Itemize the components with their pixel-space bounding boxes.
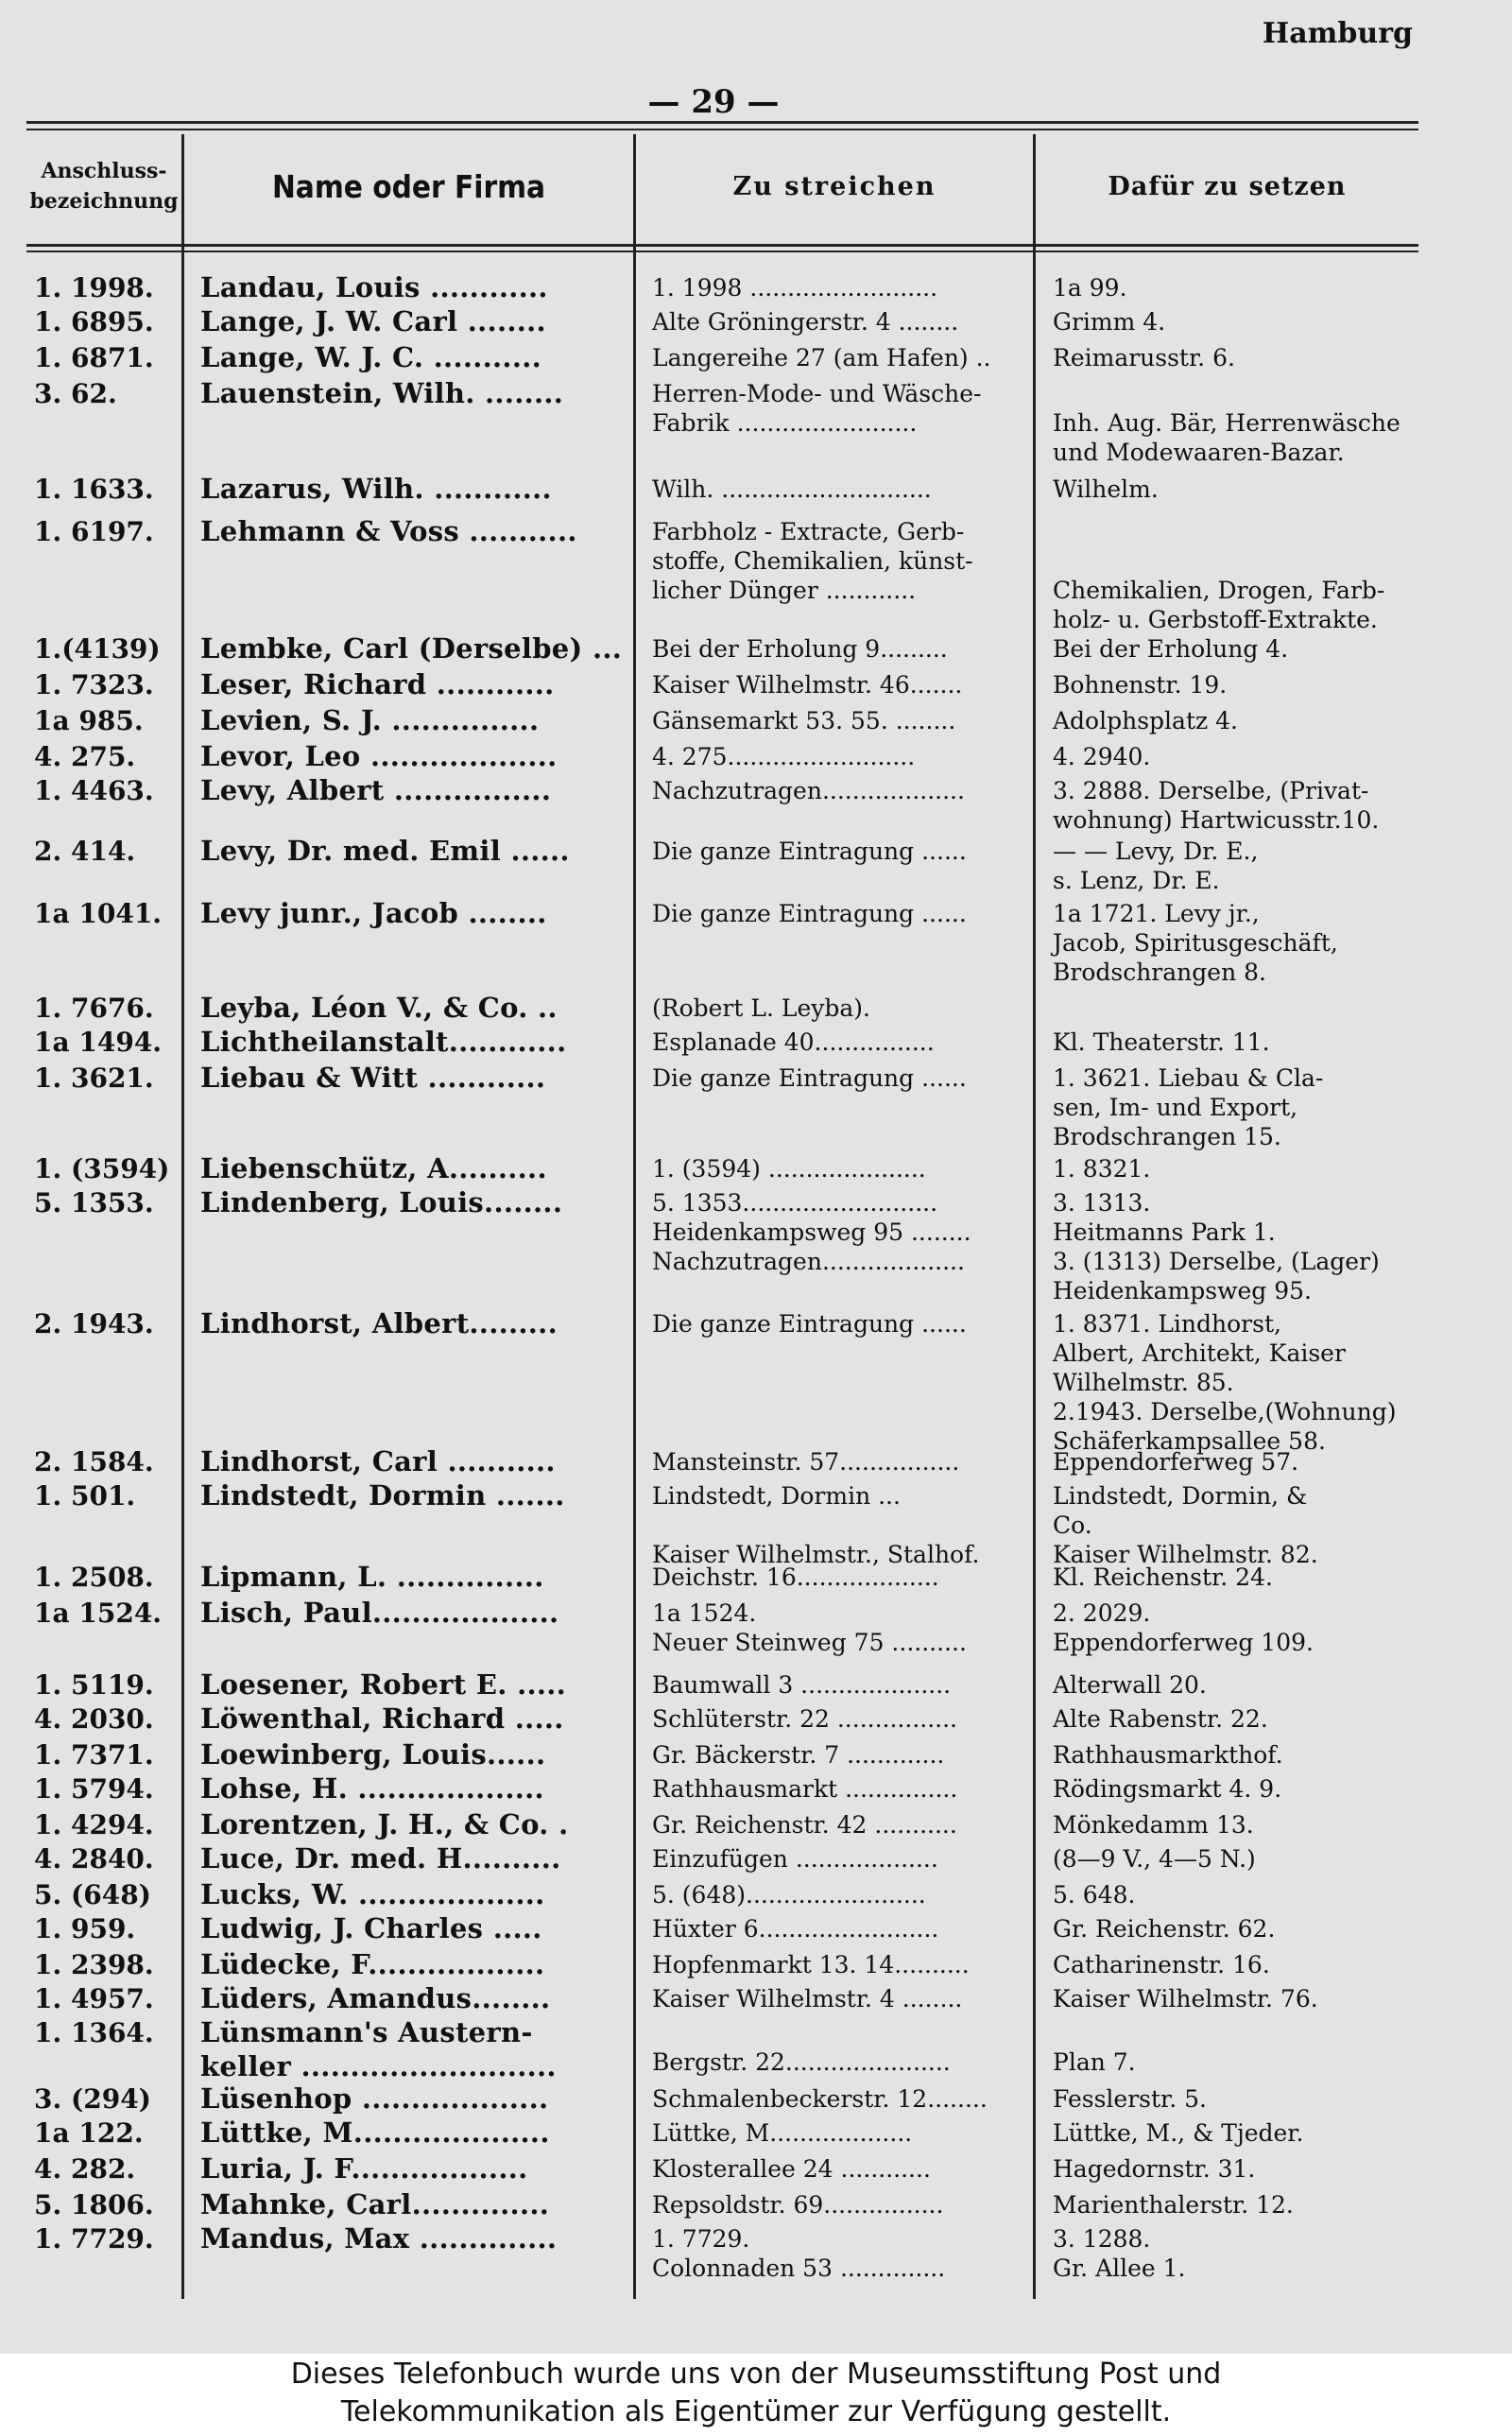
entry-set: Reimarusstr. 6. <box>1053 344 1235 371</box>
entry-code: 5. (648) <box>34 1879 151 1910</box>
entry-set: Wilhelm. <box>1053 475 1159 503</box>
top-rule-double <box>26 129 1418 130</box>
entry-strike: Gr. Bäckerstr. 7 ............. <box>652 1741 945 1769</box>
footer-line-2: Telekommunikation als Eigentümer zur Verfügung gestellt. <box>340 2395 1172 2428</box>
entry-code: 1. 1364. <box>34 2017 154 2048</box>
entry-set: Eppendorferweg 57. <box>1053 1448 1299 1476</box>
entry-strike-line: Lindstedt, Dormin ... <box>652 1482 901 1510</box>
entry-code: 5. 1806. <box>34 2189 154 2220</box>
entry-set-line: — — Levy, Dr. E., <box>1053 838 1259 865</box>
footer-credit <box>0 2356 1512 2431</box>
entry-code: 1. 3621. <box>34 1063 154 1094</box>
entry-set: (8—9 V., 4—5 N.) <box>1053 1845 1256 1873</box>
entry-set: Adolphsplatz 4. <box>1053 707 1238 734</box>
entry-name: Levien, S. J. ............... <box>200 704 540 736</box>
entry-set: Alterwall 20. <box>1053 1671 1207 1699</box>
entry-name: Liebau & Witt ............ <box>200 1062 546 1094</box>
entry-name: Mandus, Max .............. <box>200 2222 558 2255</box>
entry-name: Lüsenhop ................... <box>200 2082 549 2115</box>
entry-set-line: 3. (1313) Derselbe, (Lager) <box>1053 1248 1380 1275</box>
entry-code: 4. 275. <box>34 741 136 772</box>
entry-name: Leyba, Léon V., & Co. .. <box>200 992 558 1024</box>
entry-name: Loewinberg, Louis...... <box>200 1738 546 1771</box>
entry-strike: Schmalenbeckerstr. 12........ <box>652 2085 988 2113</box>
entry-set-line: und Modewaaren-Bazar. <box>1053 439 1345 466</box>
entry-strike: Gänsemarkt 53. 55. ........ <box>652 707 956 734</box>
entry-name: Lipmann, L. ............... <box>200 1561 544 1593</box>
entry-name: Lindhorst, Carl ........... <box>200 1445 556 1477</box>
column-header-set <box>1036 134 1418 238</box>
entry-name: Löwenthal, Richard ..... <box>200 1702 564 1735</box>
entry-strike-line: 1. 7729. <box>652 2225 750 2253</box>
entry-name: Lazarus, Wilh. ............ <box>200 473 552 505</box>
entry-set-line: Co. <box>1053 1512 1092 1539</box>
entry-set-line: Jacob, Spiritusgeschäft, <box>1053 929 1338 957</box>
entry-strike: Mansteinstr. 57................ <box>652 1448 960 1476</box>
column-header-code <box>26 134 181 238</box>
entry-code: 1a 1494. <box>34 1027 163 1058</box>
entry-name: Lindstedt, Dormin ....... <box>200 1479 565 1512</box>
entry-name: Lorentzen, J. H., & Co. . <box>200 1808 569 1840</box>
entry-code: 5. 1353. <box>34 1187 154 1218</box>
entry-name: Lüders, Amandus........ <box>200 1982 551 2014</box>
entry-set-line: Eppendorferweg 109. <box>1053 1629 1314 1656</box>
entry-set-line: Chemikalien, Drogen, Farb- <box>1053 577 1385 604</box>
entry-code: 4. 282. <box>34 2153 136 2185</box>
entry-code: 2. 1943. <box>34 1308 154 1339</box>
entry-set: Kaiser Wilhelmstr. 76. <box>1053 1985 1318 2013</box>
entry-name-line: keller .......................... <box>200 2050 557 2082</box>
entry-code: 1. 5119. <box>34 1669 154 1701</box>
entry-set-line: 3. 2888. Derselbe, (Privat- <box>1053 777 1369 804</box>
entry-set: 1. 8321. <box>1053 1155 1151 1183</box>
entry-strike: Gr. Reichenstr. 42 ........... <box>652 1811 957 1839</box>
entry-name: Luria, J. F.................. <box>200 2152 528 2185</box>
entry-name: Lehmann & Voss ........... <box>200 515 577 547</box>
entry-code: 1. 959. <box>34 1913 136 1944</box>
entry-set: Alte Rabenstr. 22. <box>1053 1705 1268 1733</box>
entry-code: 1. 6895. <box>34 306 154 337</box>
entry-strike: Alte Gröningerstr. 4 ........ <box>652 308 959 336</box>
entry-set: Bohnenstr. 19. <box>1053 671 1228 699</box>
entry-strike: Wilh. ............................ <box>652 475 932 503</box>
entry-set: Grimm 4. <box>1053 308 1166 336</box>
entry-code: 1. 7676. <box>34 993 154 1024</box>
entry-strike: Esplanade 40................ <box>652 1028 935 1056</box>
entry-name: Mahnke, Carl.............. <box>200 2188 550 2220</box>
entry-name: Lindenberg, Louis........ <box>200 1186 563 1218</box>
entry-strike: 1. (3594) ..................... <box>652 1155 926 1183</box>
entry-code: 1. 1998. <box>34 272 154 303</box>
entry-code: 1. 6197. <box>34 516 154 547</box>
entry-set: Fesslerstr. 5. <box>1053 2085 1208 2113</box>
entry-set-line: sen, Im- und Export, <box>1053 1094 1298 1121</box>
entry-set: 5. 648. <box>1053 1881 1136 1909</box>
entry-set: Kl. Theaterstr. 11. <box>1053 1028 1270 1056</box>
entry-set-line: Inh. Aug. Bär, Herrenwäsche <box>1053 409 1400 437</box>
entry-code: 1. 7729. <box>34 2223 154 2255</box>
entry-strike-line: Herren-Mode- und Wäsche- <box>652 380 982 407</box>
entry-name: Lange, W. J. C. ........... <box>200 341 542 373</box>
entry-name: Lüttke, M.................... <box>200 2116 550 2149</box>
entry-set: 1a 99. <box>1053 274 1127 302</box>
entry-name: Levy, Dr. med. Emil ...... <box>200 835 570 867</box>
entry-name: Levy, Albert ................ <box>200 774 552 806</box>
entry-code: 1.(4139) <box>34 633 161 665</box>
entry-set-line: Heidenkampsweg 95. <box>1053 1277 1312 1304</box>
column-header-strike <box>636 134 1033 238</box>
page-number: — 29 — <box>647 83 780 121</box>
entry-strike: Schlüterstr. 22 ................ <box>652 1705 957 1733</box>
entry-name: Lindhorst, Albert......... <box>200 1307 558 1339</box>
entry-name: Loesener, Robert E. ..... <box>200 1668 567 1701</box>
entry-code: 1a 122. <box>34 2117 144 2149</box>
entry-code: 1. 4463. <box>34 775 154 806</box>
entry-strike: Die ganze Eintragung ...... <box>652 900 967 927</box>
entry-set-line: 2.1943. Derselbe,(Wohnung) <box>1053 1398 1397 1425</box>
entry-set-line: 2. 2029. <box>1053 1599 1151 1627</box>
entry-set-line: wohnung) Hartwicusstr.10. <box>1053 806 1380 834</box>
entry-code: 2. 1584. <box>34 1446 154 1477</box>
entry-strike: Kaiser Wilhelmstr. 4 ........ <box>652 1985 963 2013</box>
entry-strike: Rathhausmarkt ............... <box>652 1775 958 1803</box>
entry-name: Liebenschütz, A.......... <box>200 1152 547 1184</box>
entry-set-line: Gr. Allee 1. <box>1053 2255 1186 2282</box>
entry-strike-line: Fabrik ........................ <box>652 409 918 437</box>
entry-code: 2. 414. <box>34 836 136 867</box>
entry-strike-line: Nachzutragen................... <box>652 1248 965 1275</box>
entry-set: Rathhausmarkthof. <box>1053 1741 1283 1769</box>
entry-set-line: 1. 8371. Lindhorst, <box>1053 1310 1281 1338</box>
entry-name: Landau, Louis ............ <box>200 271 548 303</box>
entry-strike: Die ganze Eintragung ...... <box>652 838 967 865</box>
entry-code: 1a 1041. <box>34 898 163 929</box>
entry-set: Gr. Reichenstr. 62. <box>1053 1915 1276 1943</box>
column-divider-code <box>181 134 184 2299</box>
entry-strike: Kaiser Wilhelmstr. 46....... <box>652 671 963 699</box>
entry-strike-line: Neuer Steinweg 75 .......... <box>652 1629 967 1656</box>
entry-strike-line: Kaiser Wilhelmstr., Stalhof. <box>652 1541 980 1568</box>
running-head-city: Hamburg <box>1262 17 1413 50</box>
entry-code: 1a 985. <box>34 705 144 736</box>
entry-set: Rödingsmarkt 4. 9. <box>1053 1775 1282 1803</box>
entry-name: Levy junr., Jacob ........ <box>200 897 547 929</box>
footer-line-1: Dieses Telefonbuch wurde uns von der Museumsstiftung Post und <box>290 2358 1222 2391</box>
entry-strike: (Robert L. Leyba). <box>652 994 870 1022</box>
entry-strike: Einzufügen ................... <box>652 1845 938 1873</box>
entry-set: Mönkedamm 13. <box>1053 1811 1254 1839</box>
entry-set-line: Heitmanns Park 1. <box>1053 1218 1276 1246</box>
entry-name: Ludwig, J. Charles ..... <box>200 1912 542 1944</box>
entry-code: 1. (3594) <box>34 1153 170 1184</box>
column-header-code-line-2: bezeichnung <box>29 189 179 214</box>
entry-code: 1. 7323. <box>34 669 154 700</box>
column-divider-name <box>633 134 636 2299</box>
header-rule <box>26 244 1418 247</box>
column-header-set-label: Dafür zu setzen <box>1108 171 1347 201</box>
entry-code: 4. 2030. <box>34 1703 154 1735</box>
entry-strike-line: Farbholz - Extracte, Gerb- <box>652 518 965 545</box>
entry-strike: Deichstr. 16................... <box>652 1564 939 1591</box>
entry-set-line: 3. 1288. <box>1053 2225 1151 2253</box>
top-rule <box>26 121 1418 124</box>
entry-code: 1. 5794. <box>34 1773 154 1805</box>
entry-strike: 5. (648)........................ <box>652 1881 926 1909</box>
entry-set-line: 3. 1313. <box>1053 1189 1151 1217</box>
header-rule-double <box>26 251 1418 252</box>
entry-name: Lüdecke, F.................. <box>200 1948 545 1980</box>
entry-set: Hagedornstr. 31. <box>1053 2155 1256 2183</box>
entry-set-line: Schäferkampsallee 58. <box>1053 1427 1326 1455</box>
entry-strike: Hüxter 6........................ <box>652 1915 939 1943</box>
entry-strike-line: licher Dünger ............ <box>652 577 917 604</box>
entry-strike: Langereihe 27 (am Hafen) .. <box>652 344 991 371</box>
column-header-name-label: Name oder Firma <box>271 167 546 205</box>
entry-set-line: 1. 3621. Liebau & Cla- <box>1053 1064 1324 1092</box>
entry-strike-line: Heidenkampsweg 95 ........ <box>652 1218 971 1246</box>
entry-strike: Nachzutragen................... <box>652 777 965 804</box>
entry-code: 4. 2840. <box>34 1843 154 1875</box>
entry-name: Leser, Richard ............ <box>200 668 555 700</box>
column-header-code-line-1: Anschluss- <box>41 159 167 183</box>
entry-code: 1. 2398. <box>34 1949 154 1980</box>
entry-strike-line: stoffe, Chemikalien, künst- <box>652 547 973 575</box>
entry-strike: 4. 275......................... <box>652 743 916 770</box>
entry-name: Lembke, Carl (Derselbe) ... <box>200 632 623 665</box>
entry-strike: 1. 1998 ......................... <box>652 274 938 302</box>
entry-strike: Repsoldstr. 69................ <box>652 2191 944 2219</box>
entry-set: Bei der Erholung 4. <box>1053 635 1289 663</box>
entry-code: 3. (294) <box>34 2083 151 2115</box>
column-header-strike-label: Zu streichen <box>732 171 936 201</box>
entry-set-line: holz- u. Gerbstoff-Extrakte. <box>1053 606 1378 633</box>
entry-name: Lauenstein, Wilh. ........ <box>200 377 564 409</box>
entry-code: 1. 2508. <box>34 1562 154 1593</box>
entry-name: Lohse, H. ................... <box>200 1772 544 1805</box>
entry-name: Luce, Dr. med. H.......... <box>200 1842 561 1875</box>
entry-set-line: Brodschrangen 15. <box>1053 1123 1281 1150</box>
entry-name-line: Lünsmann's Austern- <box>200 2016 533 2048</box>
entry-set-line: s. Lenz, Dr. E. <box>1053 867 1220 894</box>
entry-set-line: Brodschrangen 8. <box>1053 959 1266 986</box>
entry-name: Lichtheilanstalt............ <box>200 1026 567 1058</box>
entry-code: 1. 7371. <box>34 1739 154 1771</box>
entry-set: Lüttke, M., & Tjeder. <box>1053 2119 1304 2147</box>
entry-strike-line: Colonnaden 53 .............. <box>652 2255 946 2282</box>
entry-code: 1. 501. <box>34 1480 136 1512</box>
entry-strike: Klosterallee 24 ............ <box>652 2155 931 2183</box>
entry-code: 3. 62. <box>34 378 117 409</box>
entry-name: Lisch, Paul................... <box>200 1597 559 1629</box>
entry-name: Levor, Leo ................... <box>200 740 558 772</box>
entry-strike-line: 1a 1524. <box>652 1599 757 1627</box>
entry-code: 1a 1524. <box>34 1598 163 1629</box>
entry-code: 1. 6871. <box>34 342 154 373</box>
entry-strike: Bei der Erholung 9......... <box>652 635 948 663</box>
entry-strike: Lüttke, M................... <box>652 2119 913 2147</box>
entry-name: Lange, J. W. Carl ........ <box>200 305 546 337</box>
entry-set-line: Wilhelmstr. 85. <box>1053 1369 1234 1396</box>
entry-name: Lucks, W. ................... <box>200 1878 545 1910</box>
entry-strike-line: 5. 1353.......................... <box>652 1189 938 1217</box>
entry-code: 1. 4957. <box>34 1983 154 2014</box>
entry-set-line: Lindstedt, Dormin, & <box>1053 1482 1308 1510</box>
column-header-name <box>184 134 633 238</box>
entry-set-line: Albert, Architekt, Kaiser <box>1053 1339 1346 1367</box>
entry-set-line: Plan 7. <box>1053 2048 1136 2076</box>
entry-strike-line: Bergstr. 22...................... <box>652 2048 951 2076</box>
entry-strike: Hopfenmarkt 13. 14.......... <box>652 1951 970 1978</box>
entry-strike: Die ganze Eintragung ...... <box>652 1310 967 1338</box>
entry-set-line: Kaiser Wilhelmstr. 82. <box>1053 1541 1318 1568</box>
entry-set: Marienthalerstr. 12. <box>1053 2191 1294 2219</box>
column-divider-strike <box>1033 134 1036 2299</box>
entry-strike: Die ganze Eintragung ...... <box>652 1064 967 1092</box>
entry-set: 4. 2940. <box>1053 743 1151 770</box>
entry-strike: Baumwall 3 .................... <box>652 1671 952 1699</box>
entry-set: Catharinenstr. 16. <box>1053 1951 1270 1978</box>
entry-code: 1. 1633. <box>34 474 154 505</box>
entry-set: Kl. Reichenstr. 24. <box>1053 1564 1273 1591</box>
entry-code: 1. 4294. <box>34 1809 154 1840</box>
entry-set-line: 1a 1721. Levy jr., <box>1053 900 1260 927</box>
